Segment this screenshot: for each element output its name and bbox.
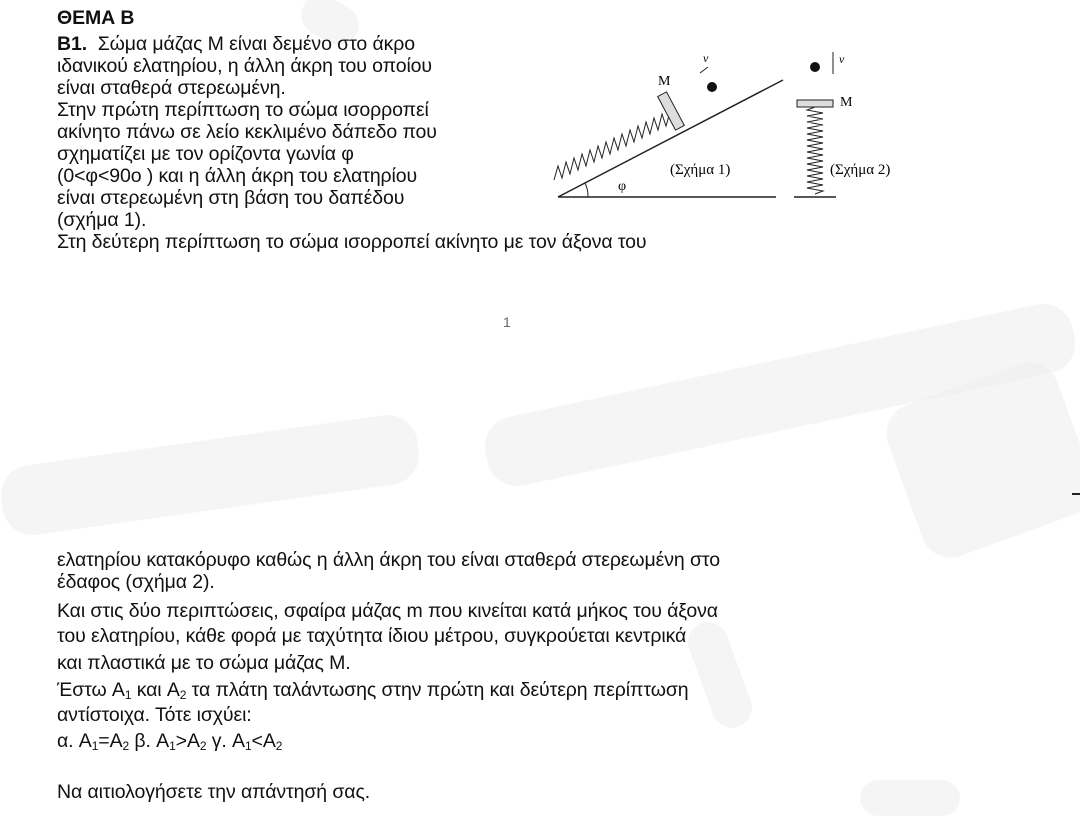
figure-2: [794, 52, 890, 197]
question-number: Β1.: [57, 33, 88, 55]
page-number: 1: [503, 314, 511, 330]
angle-arc: [585, 183, 588, 197]
sphere-2: [810, 62, 820, 72]
velocity-label-2: v: [839, 52, 845, 66]
option-c: γ. $A_1<A_2$: [211, 730, 283, 753]
question-line: Στη δεύτερη περίπτωση το σώμα ισορροπεί ακίνητο με τον άξονα του: [57, 231, 647, 253]
question-line: του ελατηρίου, κάθε φορά με ταχύτητα ίδιου μέτρου, συγκρούεται κεντρικά: [57, 625, 687, 647]
question-line: ακίνητο πάνω σε λείο κεκλιμένο δάπεδο που: [57, 121, 437, 143]
mass-block-1: [658, 92, 685, 130]
watermark: [860, 780, 960, 816]
justify-instruction: Να αιτιολογήσετε την απάντησή σας.: [57, 781, 371, 803]
answer-options: [57, 730, 282, 757]
velocity-label-1: v: [703, 51, 709, 65]
mass-block-2: [797, 100, 833, 107]
option-a: α. $A_1=A_2$: [57, 730, 130, 753]
question-line: και πλαστικά με το σώμα μάζας Μ.: [57, 652, 351, 674]
question-line: ελατηρίου κατακόρυφο καθώς η άλλη άκρη του είναι σταθερά στερεωμένη στο: [57, 549, 720, 571]
sphere-1: [707, 82, 717, 92]
question-line: (σχήμα 1).: [57, 209, 147, 231]
watermark: [0, 411, 423, 539]
edge-mark: [1072, 493, 1080, 495]
text: Σώμα μάζας Μ είναι δεμένο στο άκρο: [97, 33, 416, 55]
question-line: είναι σταθερά στερεωμένη.: [57, 77, 286, 99]
question-line: Στην πρώτη περίπτωση το σώμα ισορροπεί: [57, 99, 429, 121]
angle-label: φ: [618, 179, 627, 194]
question-line: [57, 33, 415, 55]
option-b: β. $A_1>A_2$: [134, 730, 207, 753]
incline-surface: [558, 80, 783, 197]
question-line: Και στις δύο περιπτώσεις, σφαίρα μάζας m που κινείται κατά μήκος του άξονα: [57, 600, 718, 622]
figure-2-caption: (Σχήμα 2): [830, 162, 891, 178]
question-line: ιδανικού ελατηρίου, η άλλη άκρη του οποίου: [57, 55, 432, 77]
section-title: ΘΕΜΑ Β: [57, 7, 135, 29]
spring-1: [554, 112, 670, 180]
mass-label-1: M: [658, 74, 671, 89]
question-line: έδαφος (σχήμα 2).: [57, 571, 215, 593]
watermark: [682, 616, 757, 733]
amplitude-line: Έστω $A_1$ και $A_2$ τα πλάτη ταλάντωσης στην πρώτη και δεύτερη περίπτωση: [57, 679, 689, 702]
spring-2: [807, 107, 823, 194]
figures: [530, 40, 930, 210]
figure-1: [554, 51, 783, 197]
velocity-arrow-1: [700, 67, 708, 73]
question-line: είναι στερεωμένη στη βάση του δαπέδου: [57, 187, 405, 209]
question-line: σχηματίζει με τον ορίζοντα γωνία φ: [57, 143, 354, 165]
figure-1-caption: (Σχήμα 1): [670, 162, 731, 178]
mass-label-2: M: [840, 95, 853, 110]
question-line: αντίστοιχα. Τότε ισχύει:: [57, 704, 252, 726]
question-line: (0<φ<90ο ) και η άλλη άκρη του ελατηρίου: [57, 165, 418, 187]
